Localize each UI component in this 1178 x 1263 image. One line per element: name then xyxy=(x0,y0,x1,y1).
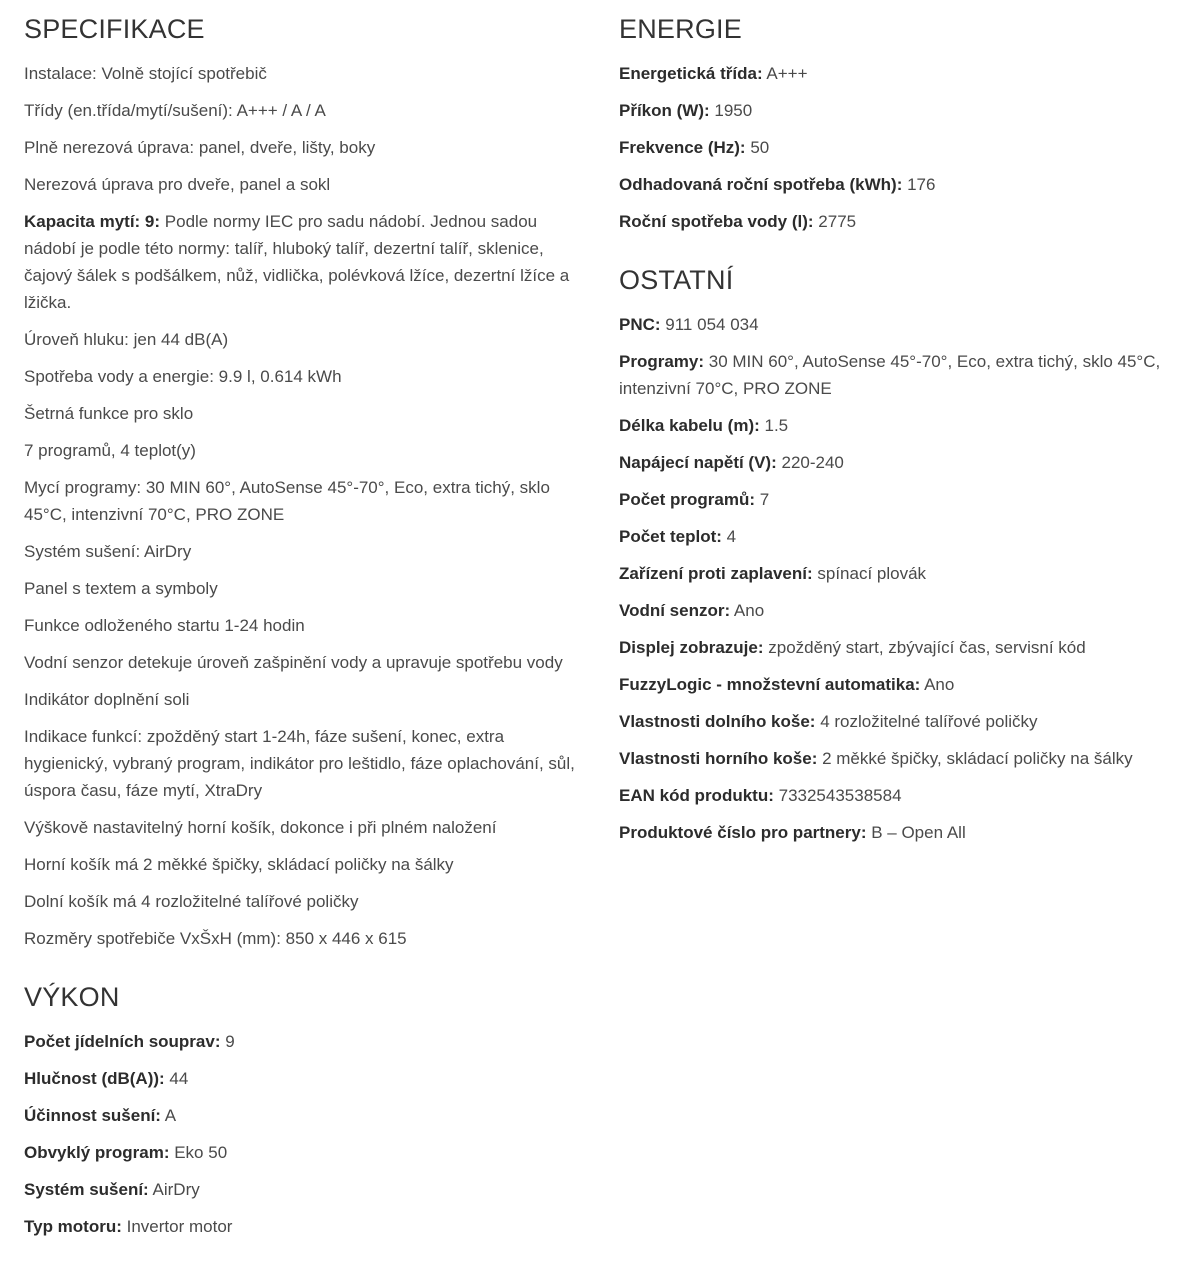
spec-row xyxy=(619,671,1164,698)
spec-row xyxy=(619,782,1164,809)
spec-value: zpožděný start, zbývající čas, servisní kód xyxy=(763,638,1086,657)
spec-row xyxy=(24,612,592,639)
spec-list-energie xyxy=(619,60,1164,235)
spec-label: Typ motoru: xyxy=(24,1217,122,1236)
spec-value: A+++ xyxy=(762,64,808,83)
section-title-specifikace: SPECIFIKACE xyxy=(24,14,205,44)
spec-value: Ano xyxy=(920,675,955,694)
section-title-energie: ENERGIE xyxy=(619,14,742,44)
spec-label: Roční spotřeba vody (l): xyxy=(619,212,814,231)
left-column xyxy=(24,0,592,1250)
spec-row xyxy=(619,745,1164,772)
spec-row xyxy=(619,708,1164,735)
spec-value: A xyxy=(160,1106,177,1125)
spec-value: Indikace funkcí: zpožděný start 1-24h, fáze sušení, konec, extra hygienický, vybraný program, indikátor pro leštidlo, fáze oplachování, sůl, úspora času, fáze mytí, XtraDry xyxy=(24,727,575,800)
spec-value: spínací plovák xyxy=(812,564,927,583)
spec-row xyxy=(24,814,592,841)
spec-value: 4 rozložitelné talířové poličky xyxy=(815,712,1038,731)
spec-value: 4 xyxy=(721,527,737,546)
spec-label: Vodní senzor: xyxy=(619,601,731,620)
spec-value: Systém sušení: AirDry xyxy=(24,542,192,561)
spec-value: 7332543538584 xyxy=(773,786,902,805)
spec-value: Ano xyxy=(730,601,765,620)
spec-row xyxy=(619,560,1164,587)
spec-row xyxy=(24,326,592,353)
spec-label: FuzzyLogic - množstevní automatika: xyxy=(619,675,921,694)
spec-row xyxy=(24,538,592,565)
spec-value: 44 xyxy=(164,1069,189,1088)
spec-row xyxy=(24,60,592,87)
spec-value: Panel s textem a symboly xyxy=(24,579,218,598)
spec-row xyxy=(24,97,592,124)
spec-row xyxy=(24,851,592,878)
spec-row xyxy=(619,597,1164,624)
spec-value: Dolní košík má 4 rozložitelné talířové poličky xyxy=(24,892,359,911)
spec-row xyxy=(619,486,1164,513)
spec-label: Délka kabelu (m): xyxy=(619,416,760,435)
spec-label: Programy: xyxy=(619,352,705,371)
spec-row xyxy=(24,686,592,713)
spec-label: Kapacita mytí: 9: xyxy=(24,212,161,231)
spec-label: Hlučnost (dB(A)): xyxy=(24,1069,165,1088)
spec-label: Vlastnosti horního koše: xyxy=(619,749,818,768)
spec-label: Příkon (W): xyxy=(619,101,710,120)
spec-row xyxy=(24,437,592,464)
spec-label: Účinnost sušení: xyxy=(24,1106,161,1125)
spec-row xyxy=(619,60,1164,87)
spec-value: 7 programů, 4 teplot(y) xyxy=(24,441,196,460)
spec-label: Odhadovaná roční spotřeba (kWh): xyxy=(619,175,903,194)
spec-row xyxy=(24,134,592,161)
spec-value: 220-240 xyxy=(776,453,844,472)
spec-value: Třídy (en.třída/mytí/sušení): A+++ / A / A xyxy=(24,101,326,120)
spec-label: Počet teplot: xyxy=(619,527,722,546)
spec-label: PNC: xyxy=(619,315,661,334)
spec-label: EAN kód produktu: xyxy=(619,786,774,805)
spec-value: AirDry xyxy=(148,1180,200,1199)
spec-row xyxy=(619,311,1164,338)
spec-row xyxy=(619,412,1164,439)
spec-value: Spotřeba vody a energie: 9.9 l, 0.614 kWh xyxy=(24,367,342,386)
spec-row xyxy=(619,634,1164,661)
spec-row xyxy=(619,134,1164,161)
spec-value: Mycí programy: 30 MIN 60°, AutoSense 45°-70°, Eco, extra tichý, sklo 45°C, intenzivní 70°C, PRO ZONE xyxy=(24,478,550,524)
spec-row xyxy=(619,348,1164,402)
section-title-ostatni: OSTATNÍ xyxy=(619,265,734,295)
spec-value: 2 měkké špičky, skládací poličky na šálky xyxy=(817,749,1133,768)
spec-value: Úroveň hluku: jen 44 dB(A) xyxy=(24,330,229,349)
spec-row xyxy=(24,723,592,804)
spec-row xyxy=(619,208,1164,235)
spec-value: 50 xyxy=(745,138,770,157)
spec-row xyxy=(619,97,1164,124)
spec-label: Počet jídelních souprav: xyxy=(24,1032,221,1051)
spec-value: Eko 50 xyxy=(169,1143,228,1162)
spec-value: 30 MIN 60°, AutoSense 45°-70°, Eco, extra tichý, sklo 45°C, intenzivní 70°C, PRO ZONE xyxy=(619,352,1161,398)
spec-value: Indikátor doplnění soli xyxy=(24,690,190,709)
spec-label: Zařízení proti zaplavení: xyxy=(619,564,813,583)
spec-row xyxy=(24,400,592,427)
spec-row xyxy=(24,171,592,198)
spec-list-ostatni xyxy=(619,311,1164,846)
spec-value: 176 xyxy=(902,175,936,194)
spec-value: Šetrná funkce pro sklo xyxy=(24,404,194,423)
spec-value: Invertor motor xyxy=(121,1217,233,1236)
spec-label: Energetická třída: xyxy=(619,64,763,83)
spec-value: 911 054 034 xyxy=(660,315,759,334)
right-column xyxy=(619,0,1164,856)
spec-value: 9 xyxy=(220,1032,235,1051)
spec-value: Plně nerezová úprava: panel, dveře, lišty, boky xyxy=(24,138,376,157)
spec-value: Rozměry spotřebiče VxŠxH (mm): 850 x 446 x 615 xyxy=(24,929,407,948)
spec-row xyxy=(619,819,1164,846)
spec-label: Obvyklý program: xyxy=(24,1143,170,1162)
spec-row xyxy=(619,171,1164,198)
spec-row xyxy=(24,363,592,390)
spec-row xyxy=(24,649,592,676)
spec-row xyxy=(619,449,1164,476)
spec-label: Napájecí napětí (V): xyxy=(619,453,777,472)
spec-row xyxy=(24,208,592,316)
spec-value: Výškově nastavitelný horní košík, dokonce i při plném naložení xyxy=(24,818,497,837)
spec-label: Produktové číslo pro partnery: xyxy=(619,823,867,842)
spec-value: 7 xyxy=(755,490,770,509)
spec-label: Displej zobrazuje: xyxy=(619,638,764,657)
spec-row xyxy=(24,1213,592,1240)
spec-row xyxy=(24,575,592,602)
spec-label: Systém sušení: xyxy=(24,1180,149,1199)
spec-row xyxy=(24,1028,592,1055)
spec-value: 2775 xyxy=(813,212,857,231)
section-title-vykon: VÝKON xyxy=(24,982,120,1012)
spec-row xyxy=(24,1102,592,1129)
spec-label: Frekvence (Hz): xyxy=(619,138,746,157)
spec-row xyxy=(24,1065,592,1092)
spec-value: Horní košík má 2 měkké špičky, skládací poličky na šálky xyxy=(24,855,454,874)
spec-label: Počet programů: xyxy=(619,490,756,509)
spec-value: Instalace: Volně stojící spotřebič xyxy=(24,64,267,83)
spec-value: Vodní senzor detekuje úroveň zašpinění vody a upravuje spotřebu vody xyxy=(24,653,563,672)
spec-list-specifikace xyxy=(24,60,592,952)
spec-row xyxy=(619,523,1164,550)
spec-row xyxy=(24,1139,592,1166)
spec-value: B – Open All xyxy=(866,823,966,842)
spec-list-vykon xyxy=(24,1028,592,1240)
spec-value: 1.5 xyxy=(759,416,789,435)
spec-value: Funkce odloženého startu 1-24 hodin xyxy=(24,616,305,635)
spec-label: Vlastnosti dolního koše: xyxy=(619,712,816,731)
spec-row xyxy=(24,474,592,528)
spec-row xyxy=(24,888,592,915)
spec-value: 1950 xyxy=(709,101,753,120)
spec-value: Podle normy IEC pro sadu nádobí. Jednou sadou nádobí je podle této normy: talíř, hluboký talíř, dezertní talíř, sklenice, čajový šálek s podšálkem, nůž, vidlička, polévková lžíce, dezertní lžíce a lžička. xyxy=(24,212,570,312)
spec-value: Nerezová úprava pro dveře, panel a sokl xyxy=(24,175,331,194)
spec-row xyxy=(24,1176,592,1203)
spec-row xyxy=(24,925,592,952)
